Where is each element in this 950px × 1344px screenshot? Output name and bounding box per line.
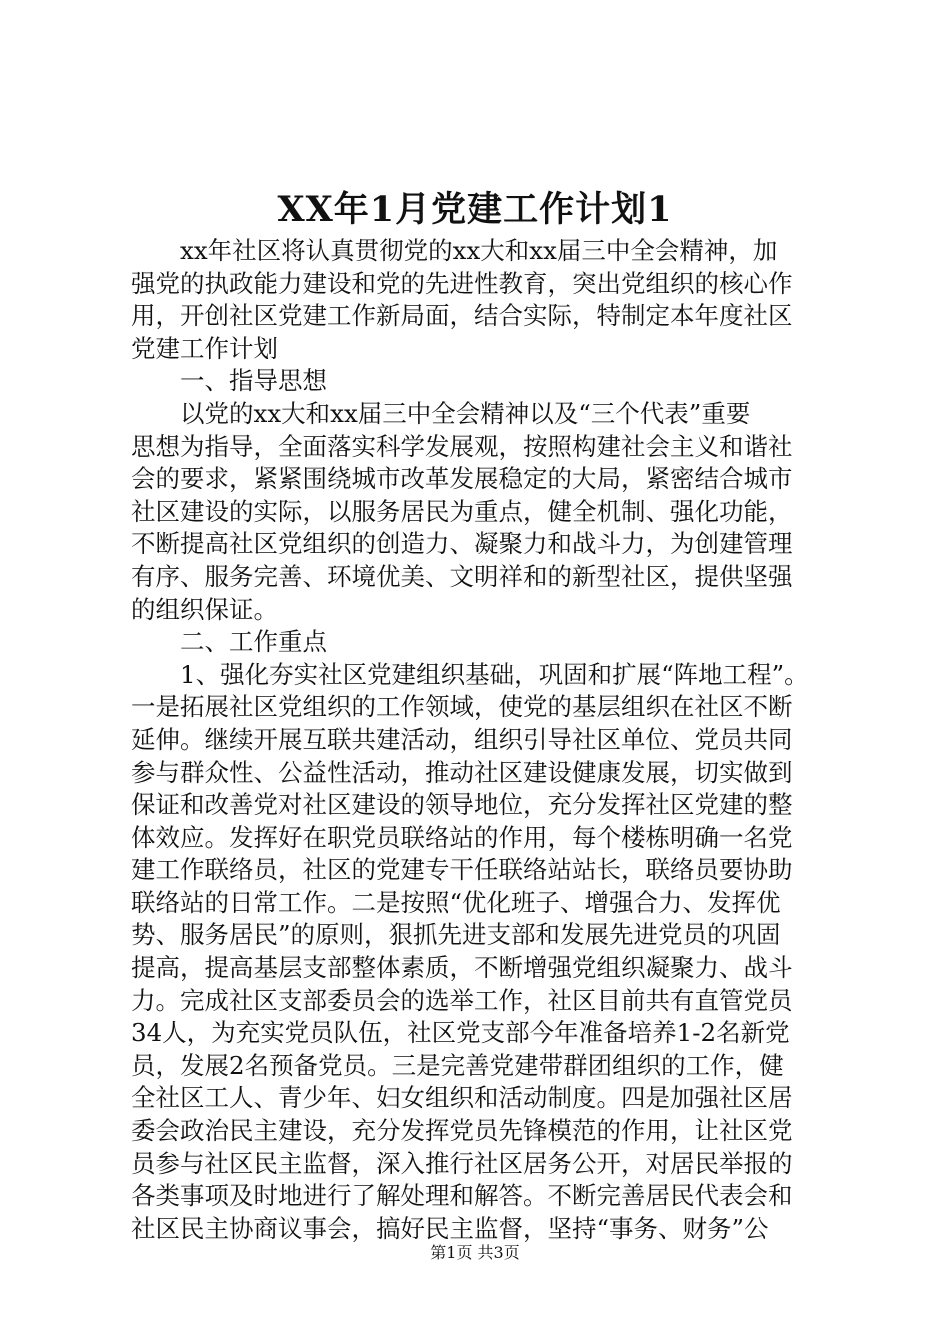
body-line: 提高，提高基层支部整体素质，不断增强党组织凝聚力、战斗 [131, 953, 793, 983]
body-line: 不断提高社区党组织的创造力、凝聚力和战斗力，为创建管理 [131, 529, 793, 559]
body-line: 员参与社区民主监督，深入推行社区居务公开，对居民举报的 [131, 1148, 793, 1178]
body-line: 一是拓展社区党组织的工作领域，使党的基层组织在社区不断 [131, 692, 793, 722]
body-line: 用，开创社区党建工作新局面，结合实际，特制定本年度社区 [131, 301, 793, 331]
body-line: 联络站的日常工作。二是按照“优化班子、增强合力、发挥优 [131, 887, 781, 917]
body-line: 思想为指导，全面落实科学发展观，按照构建社会主义和谐社 [131, 431, 793, 461]
body-line: 强党的执政能力建设和党的先进性教育，突出党组织的核心作 [131, 268, 793, 298]
body-line: 社区民主协商议事会，搞好民主监督，坚持“事务、财务”公 [131, 1213, 769, 1243]
body-line: 会的要求，紧紧围绕城市改革发展稳定的大局，紧密结合城市 [131, 464, 793, 494]
body-line: 力。完成社区支部委员会的选举工作，社区目前共有直管党员 [131, 985, 793, 1015]
body-line: 保证和改善党对社区建设的领导地位，充分发挥社区党建的整 [131, 790, 793, 820]
body-line: 建工作联络员，社区的党建专干任联络站站长，联络员要协助 [131, 855, 793, 885]
body-line: 各类事项及时地进行了解处理和解答。不断完善居民代表会和 [131, 1181, 793, 1211]
body-line: 员，发展2名预备党员。三是完善党建带群团组织的工作，健 [131, 1050, 784, 1080]
body-line: 的组织保证。 [131, 594, 278, 624]
body-line: 委会政治民主建设，充分发挥党员先锋模范的作用，让社区党 [131, 1116, 793, 1146]
body-line: 1、强化夯实社区党建组织基础，巩固和扩展“阵地工程”。 [131, 659, 809, 689]
body-line: 势、服务居民”的原则，狠抓先进支部和发展先进党员的巩固 [131, 920, 781, 950]
body-line: 社区建设的实际，以服务居民为重点，健全机制、强化功能， [131, 496, 793, 526]
body-line: 34人，为充实党员队伍，社区党支部今年准备培养1-2名新党 [131, 1018, 790, 1048]
body-line: 延伸。继续开展互联共建活动，组织引导社区单位、党员共同 [131, 724, 793, 754]
body-line: 党建工作计划 [131, 333, 278, 363]
body-line: 一、指导思想 [131, 366, 327, 396]
document-body [131, 235, 833, 1245]
page-footer: 第1页 共3页 [430, 1243, 520, 1262]
body-line: 体效应。发挥好在职党员联络站的作用，每个楼栋明确一名党 [131, 822, 793, 852]
document-title: XX年1月党建工作计划1 [277, 189, 673, 230]
body-line: 全社区工人、青少年、妇女组织和活动制度。四是加强社区居 [131, 1083, 793, 1113]
body-line: 参与群众性、公益性活动，推动社区建设健康发展，切实做到 [131, 757, 793, 787]
body-line: 以党的xx大和xx届三中全会精神以及“三个代表”重要 [131, 398, 751, 428]
body-line: 二、工作重点 [131, 627, 327, 657]
body-line: xx年社区将认真贯彻党的xx大和xx届三中全会精神，加 [131, 236, 778, 265]
body-line: 有序、服务完善、环境优美、文明祥和的新型社区，提供坚强 [131, 561, 793, 591]
